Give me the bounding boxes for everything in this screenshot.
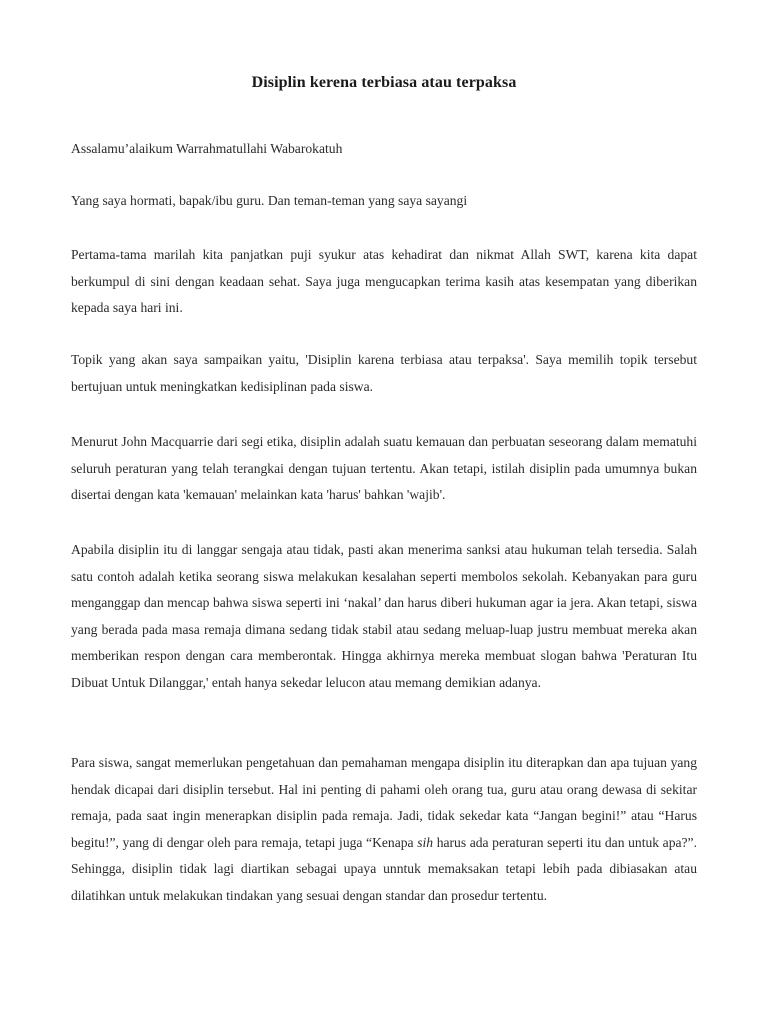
students-paragraph [71, 750, 697, 909]
students-paragraph-text-2: harus ada peraturan seperti itu dan untuk apa?”. Sehingga, disiplin tidak lagi diartikan sebagai upaya unntuk memaksakan tetapi lebih pada dibiasakan atau dilatihkan untuk melakukan tindakan yang sesuai dengan standar dan prosedur tertentu. [71, 834, 697, 903]
students-paragraph-text-1: Para siswa, sangat memerlukan pengetahuan dan pemahaman mengapa disiplin itu diterapkan dan apa tujuan yang hendak dicapai dari disiplin tersebut. Hal ini penting di pahami oleh orang tua, guru atau orang dewasa di sekitar remaja, pada saat ingin menerapkan disiplin pada remaja. Jadi, tidak sekedar kata “Jangan begini!” atau “Harus begitu!”, yang di dengar oleh para remaja, tetapi juga “Kenapa [71, 755, 697, 850]
topic-paragraph: Topik yang akan saya sampaikan yaitu, 'Disiplin karena terbiasa atau terpaksa'. Saya memilih topik tersebut bertujuan untuk meningkatkan kedisiplinan pada siswa. [71, 352, 697, 394]
violation-paragraph: Apabila disiplin itu di langgar sengaja atau tidak, pasti akan menerima sanksi atau hukuman telah tersedia. Salah satu contoh adalah ketika seorang siswa melakukan kesalahan seperti membolos sekolah. Kebanyakan para guru menganggap dan mencap bahwa siswa seperti ini ‘nakal’ dan harus diberi hukuman agar ia jera. Akan tetapi, siswa yang berada pada masa remaja dimana sedang tidak stabil atau sedang meluap-luap justru membuat mereka akan memberikan respon dengan cara memberontak. Hingga akhirnya mereka membuat slogan bahwa 'Peraturan Itu Dibuat Untuk Dilanggar,' entah hanya sekedar lelucon atau memang demikian adanya. [71, 542, 697, 690]
salutation-paragraph: Yang saya hormati, bapak/ibu guru. Dan teman-teman yang saya sayangi [71, 193, 468, 208]
document-title: Disiplin kerena terbiasa atau terpaksa [251, 74, 517, 91]
opening-paragraph: Pertama-tama marilah kita panjatkan puji syukur atas kehadirat dan nikmat Allah SWT, karena kita dapat berkumpul di sini dengan keadaan sehat. Saya juga mengucapkan terima kasih atas kesempatan yang diberikan kepada saya hari ini. [71, 247, 697, 315]
students-paragraph-italic: sih [417, 834, 434, 850]
definition-paragraph: Menurut John Macquarrie dari segi etika, disiplin adalah suatu kemauan dan perbuatan seseorang dalam mematuhi seluruh peraturan yang telah terangkai dengan tujuan tertentu. Akan tetapi, istilah disiplin pada umumnya bukan disertai dengan kata 'kemauan' melainkan kata 'harus' bahkan 'wajib'. [71, 434, 697, 502]
greeting-paragraph: Assalamu’alaikum Warrahmatullahi Wabarokatuh [71, 141, 343, 156]
